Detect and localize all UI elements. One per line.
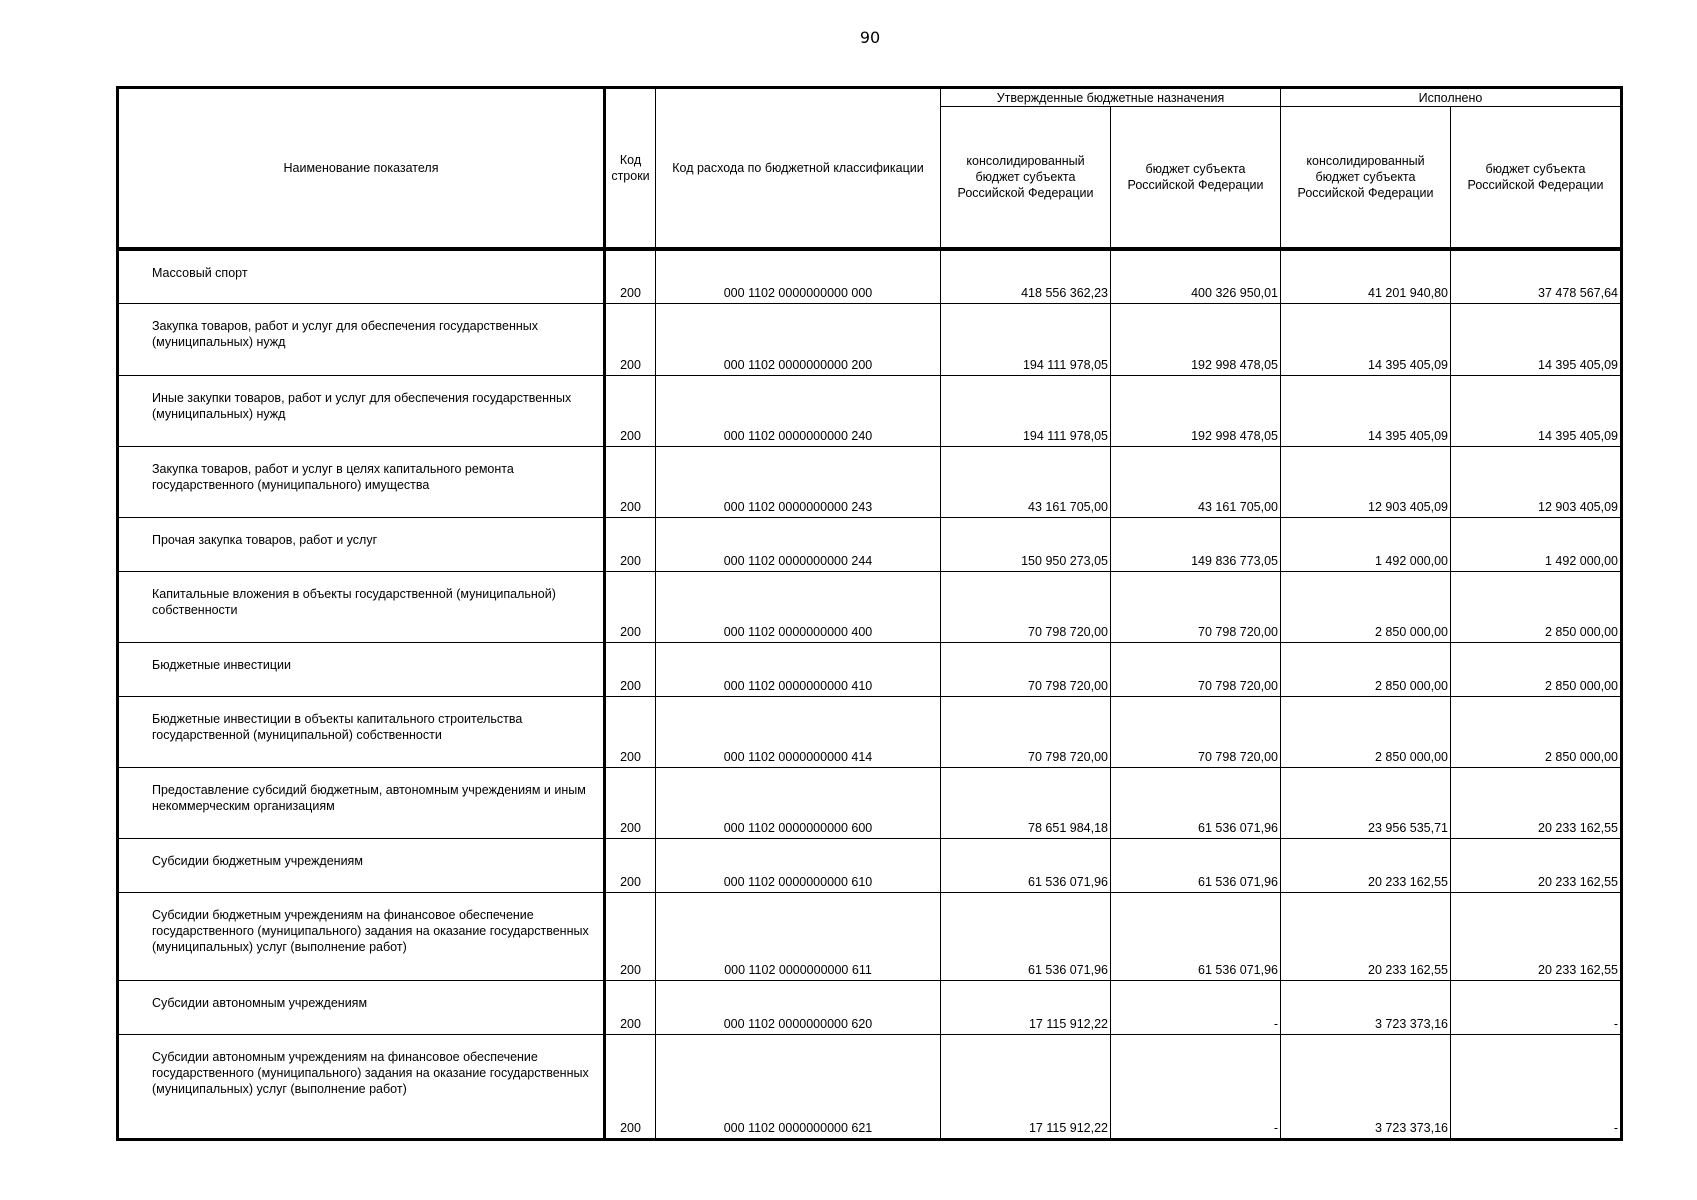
table-row — [118, 642, 1622, 696]
table-row — [118, 980, 1622, 1034]
row-approved-consolidated: 78 651 984,18 — [941, 767, 1111, 838]
page-number: 90 — [859, 28, 881, 47]
row-executed-subject: 12 903 405,09 — [1451, 446, 1622, 517]
row-budget-code: 000 1102 0000000000 400 — [656, 571, 941, 642]
row-name: Прочая закупка товаров, работ и услуг — [118, 517, 605, 571]
table-row — [118, 303, 1622, 375]
row-executed-subject: 20 233 162,55 — [1451, 838, 1622, 892]
header-line-code: Код строки — [605, 88, 656, 250]
row-approved-subject: 192 998 478,05 — [1111, 303, 1281, 375]
row-budget-code: 000 1102 0000000000 000 — [656, 249, 941, 303]
row-executed-subject: 2 850 000,00 — [1451, 642, 1622, 696]
table-body — [118, 249, 1622, 1139]
row-executed-subject: - — [1451, 1034, 1622, 1139]
table-row — [118, 446, 1622, 517]
row-executed-subject: 1 492 000,00 — [1451, 517, 1622, 571]
row-name: Субсидии бюджетным учреждениям — [118, 838, 605, 892]
row-approved-subject: 400 326 950,01 — [1111, 249, 1281, 303]
row-approved-subject: 70 798 720,00 — [1111, 571, 1281, 642]
row-executed-consolidated: 2 850 000,00 — [1281, 696, 1451, 767]
header-approved-consolidated: консолидированный бюджет субъекта Российской Федерации — [941, 107, 1111, 250]
row-executed-subject: 37 478 567,64 — [1451, 249, 1622, 303]
table-row — [118, 1034, 1622, 1139]
row-line-code: 200 — [605, 1034, 656, 1139]
row-approved-consolidated: 70 798 720,00 — [941, 642, 1111, 696]
row-line-code: 200 — [605, 892, 656, 980]
row-line-code: 200 — [605, 303, 656, 375]
row-executed-subject: 20 233 162,55 — [1451, 767, 1622, 838]
row-executed-consolidated: 2 850 000,00 — [1281, 642, 1451, 696]
row-name: Бюджетные инвестиции — [118, 642, 605, 696]
row-executed-consolidated: 3 723 373,16 — [1281, 980, 1451, 1034]
row-approved-consolidated: 17 115 912,22 — [941, 1034, 1111, 1139]
row-executed-consolidated: 20 233 162,55 — [1281, 838, 1451, 892]
row-line-code: 200 — [605, 980, 656, 1034]
row-budget-code: 000 1102 0000000000 600 — [656, 767, 941, 838]
row-approved-subject: 192 998 478,05 — [1111, 375, 1281, 446]
row-executed-consolidated: 41 201 940,80 — [1281, 249, 1451, 303]
header-executed: Исполнено — [1281, 88, 1622, 107]
row-approved-consolidated: 43 161 705,00 — [941, 446, 1111, 517]
row-line-code: 200 — [605, 375, 656, 446]
row-budget-code: 000 1102 0000000000 410 — [656, 642, 941, 696]
row-approved-consolidated: 150 950 273,05 — [941, 517, 1111, 571]
row-name: Массовый спорт — [118, 249, 605, 303]
row-executed-consolidated: 14 395 405,09 — [1281, 375, 1451, 446]
table-row — [118, 249, 1622, 303]
header-approved: Утвержденные бюджетные назначения — [941, 88, 1281, 107]
row-executed-consolidated: 12 903 405,09 — [1281, 446, 1451, 517]
header-executed-subject: бюджет субъекта Российской Федерации — [1451, 107, 1622, 250]
row-approved-subject: - — [1111, 980, 1281, 1034]
table-row — [118, 838, 1622, 892]
row-approved-subject: 61 536 071,96 — [1111, 838, 1281, 892]
row-budget-code: 000 1102 0000000000 621 — [656, 1034, 941, 1139]
row-approved-subject: 61 536 071,96 — [1111, 892, 1281, 980]
row-approved-subject: 149 836 773,05 — [1111, 517, 1281, 571]
row-approved-consolidated: 418 556 362,23 — [941, 249, 1111, 303]
row-executed-consolidated: 1 492 000,00 — [1281, 517, 1451, 571]
row-line-code: 200 — [605, 249, 656, 303]
row-budget-code: 000 1102 0000000000 244 — [656, 517, 941, 571]
row-budget-code: 000 1102 0000000000 243 — [656, 446, 941, 517]
row-approved-subject: 61 536 071,96 — [1111, 767, 1281, 838]
row-name: Закупка товаров, работ и услуг в целях капитального ремонта государственного (муниципального) имущества — [118, 446, 605, 517]
row-executed-consolidated: 14 395 405,09 — [1281, 303, 1451, 375]
header-budget-code: Код расхода по бюджетной классификации — [656, 88, 941, 250]
row-approved-consolidated: 194 111 978,05 — [941, 375, 1111, 446]
row-budget-code: 000 1102 0000000000 611 — [656, 892, 941, 980]
row-line-code: 200 — [605, 642, 656, 696]
row-approved-subject: 70 798 720,00 — [1111, 642, 1281, 696]
row-name: Субсидии автономным учреждениям на финансовое обеспечение государственного (муниципального) задания на оказание государственных (муниципальных) услуг (выполнение работ) — [118, 1034, 605, 1139]
row-approved-consolidated: 61 536 071,96 — [941, 838, 1111, 892]
row-approved-consolidated: 17 115 912,22 — [941, 980, 1111, 1034]
table-row — [118, 375, 1622, 446]
row-executed-consolidated: 20 233 162,55 — [1281, 892, 1451, 980]
row-line-code: 200 — [605, 767, 656, 838]
row-name: Бюджетные инвестиции в объекты капитального строительства государственной (муниципальной) собственности — [118, 696, 605, 767]
table-row — [118, 517, 1622, 571]
table-row — [118, 571, 1622, 642]
row-name: Иные закупки товаров, работ и услуг для обеспечения государственных (муниципальных) нужд — [118, 375, 605, 446]
budget-table — [116, 86, 1623, 1141]
row-executed-subject: 20 233 162,55 — [1451, 892, 1622, 980]
row-name: Субсидии бюджетным учреждениям на финансовое обеспечение государственного (муниципального) задания на оказание государственных (муниципальных) услуг (выполнение работ) — [118, 892, 605, 980]
row-approved-consolidated: 70 798 720,00 — [941, 571, 1111, 642]
table-row — [118, 696, 1622, 767]
row-executed-subject: 2 850 000,00 — [1451, 571, 1622, 642]
row-line-code: 200 — [605, 446, 656, 517]
row-executed-subject: 14 395 405,09 — [1451, 303, 1622, 375]
row-budget-code: 000 1102 0000000000 240 — [656, 375, 941, 446]
row-budget-code: 000 1102 0000000000 620 — [656, 980, 941, 1034]
row-line-code: 200 — [605, 696, 656, 767]
row-name: Капитальные вложения в объекты государственной (муниципальной) собственности — [118, 571, 605, 642]
row-approved-subject: - — [1111, 1034, 1281, 1139]
row-line-code: 200 — [605, 517, 656, 571]
row-name: Предоставление субсидий бюджетным, автономным учреждениям и иным некоммерческим организациям — [118, 767, 605, 838]
row-approved-consolidated: 61 536 071,96 — [941, 892, 1111, 980]
row-name: Субсидии автономным учреждениям — [118, 980, 605, 1034]
row-budget-code: 000 1102 0000000000 414 — [656, 696, 941, 767]
header-approved-subject: бюджет субъекта Российской Федерации — [1111, 107, 1281, 250]
header-executed-consolidated: консолидированный бюджет субъекта Российской Федерации — [1281, 107, 1451, 250]
row-executed-consolidated: 3 723 373,16 — [1281, 1034, 1451, 1139]
header-name: Наименование показателя — [118, 88, 605, 250]
row-name: Закупка товаров, работ и услуг для обеспечения государственных (муниципальных) нужд — [118, 303, 605, 375]
row-executed-consolidated: 2 850 000,00 — [1281, 571, 1451, 642]
row-budget-code: 000 1102 0000000000 610 — [656, 838, 941, 892]
row-line-code: 200 — [605, 571, 656, 642]
row-approved-consolidated: 70 798 720,00 — [941, 696, 1111, 767]
row-executed-subject: - — [1451, 980, 1622, 1034]
row-executed-subject: 2 850 000,00 — [1451, 696, 1622, 767]
table-row — [118, 767, 1622, 838]
row-executed-consolidated: 23 956 535,71 — [1281, 767, 1451, 838]
row-line-code: 200 — [605, 838, 656, 892]
row-approved-subject: 43 161 705,00 — [1111, 446, 1281, 517]
table-row — [118, 892, 1622, 980]
row-approved-consolidated: 194 111 978,05 — [941, 303, 1111, 375]
row-budget-code: 000 1102 0000000000 200 — [656, 303, 941, 375]
row-approved-subject: 70 798 720,00 — [1111, 696, 1281, 767]
row-executed-subject: 14 395 405,09 — [1451, 375, 1622, 446]
